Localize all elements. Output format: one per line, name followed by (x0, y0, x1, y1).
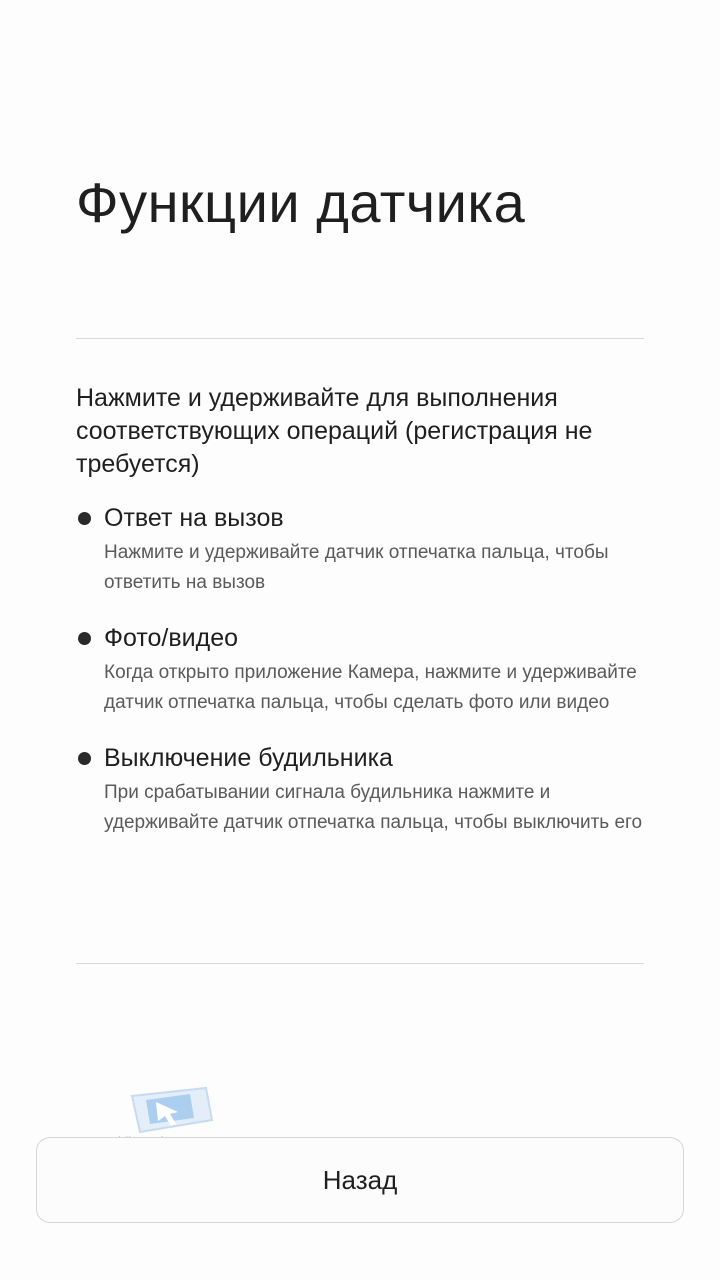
feature-list (76, 500, 656, 860)
feature-description: Нажмите и удерживайте датчик отпечатка пальца, чтобы ответить на вызов (104, 542, 609, 593)
bullet-icon (78, 632, 91, 645)
feature-item-answer-call (76, 500, 656, 598)
bullet-icon (78, 752, 91, 765)
feature-item-alarm-off (76, 740, 656, 838)
feature-title: Ответ на вызов (104, 504, 284, 532)
feature-description: При срабатывании сигнала будильника нажмите и удерживайте датчик отпечатка пальца, чтобы выключить его (104, 782, 643, 833)
intro-text: Нажмите и удерживайте для выполнения соответствующих операций (регистрация не требуется) (76, 384, 593, 478)
top-divider (76, 338, 644, 339)
watermark-logo-icon (126, 1082, 216, 1138)
back-button[interactable]: Назад (36, 1137, 684, 1223)
feature-title: Фото/видео (104, 624, 239, 652)
page-title: Функции датчика (76, 171, 526, 234)
bottom-divider (76, 963, 644, 964)
feature-title: Выключение будильника (104, 744, 393, 772)
bullet-icon (78, 512, 91, 525)
feature-item-photo-video (76, 620, 656, 718)
feature-description: Когда открыто приложение Камера, нажмите и удерживайте датчик отпечатка пальца, чтобы сделать фото или видео (104, 662, 637, 713)
